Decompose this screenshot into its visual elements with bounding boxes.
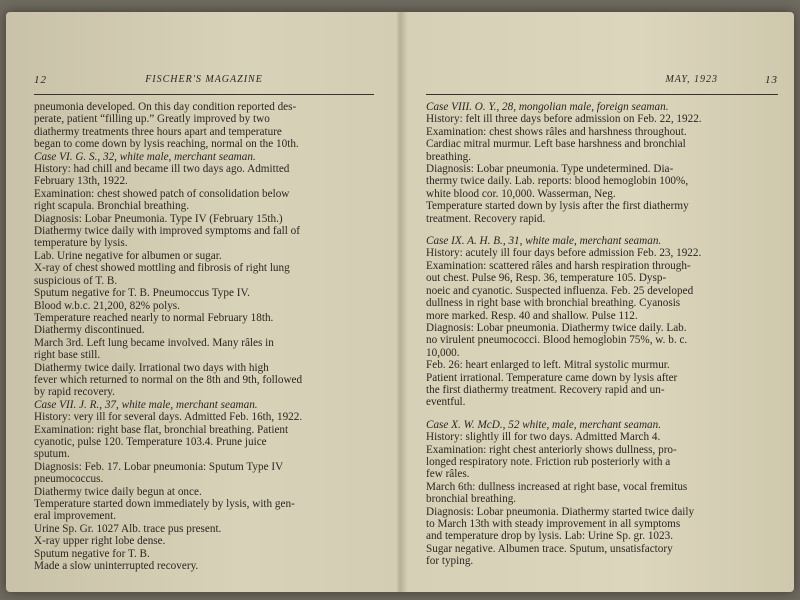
text-line: Examination: scattered râles and harsh respiration through- (426, 259, 691, 272)
text-line: Temperature reached nearly to normal February 18th. (34, 311, 274, 324)
left-running-head (34, 70, 374, 95)
text-line: and temperature drop by lysis. Lab: Urine Sp. gr. 1023. (426, 530, 674, 543)
text-line: bronchial breathing. (426, 493, 517, 506)
text-line: Examination: right base flat, bronchial breathing. Patient (34, 423, 289, 436)
text-line: no virulent pneumococci. Blood hemoglobin 75%, w. b. c. (426, 334, 688, 347)
running-title: FISCHER'S MAGAZINE (145, 74, 263, 85)
right-page-body (426, 101, 778, 568)
text-line: eventful. (426, 396, 466, 409)
left-page (34, 12, 374, 572)
text-line: Diathermy discontinued. (34, 324, 145, 337)
text-line: March 3rd. Left lung became involved. Many râles in (34, 336, 274, 349)
text-line: March 6th: dullness increased at right base, vocal fremitus (426, 480, 688, 493)
text-line: Urine Sp. Gr. 1027 Alb. trace pus present. (34, 522, 222, 535)
case-entry (426, 101, 778, 225)
text-line: Diathermy twice daily. Irrational two days with high (34, 361, 269, 374)
text-line: thermy twice daily. Lab. reports: blood hemoglobin 100%, (426, 175, 689, 188)
text-line: Sugar negative. Albumen trace. Sputum, unsatisfactory (426, 542, 673, 555)
text-line: Diagnosis: Lobar pneumonia. Diathermy started twice daily (426, 505, 695, 518)
magazine-spread (6, 12, 794, 592)
text-line: more marked. Resp. 40 and shallow. Pulse 112. (426, 309, 638, 322)
text-line: sputum. (34, 448, 70, 461)
text-line: Patient irrational. Temperature came down by lysis after (426, 371, 678, 384)
text-line: temperature by lysis. (34, 237, 128, 250)
text-line: History: slightly ill for two days. Admitted March 4. (426, 431, 661, 444)
text-line: began to come down by lysis reaching, normal on the 10th. (34, 138, 299, 151)
text-line: Diagnosis: Feb. 17. Lobar pneumonia: Sputum Type IV (34, 460, 284, 473)
text-line: Diagnosis: Lobar pneumonia. Type undetermined. Dia- (426, 163, 674, 176)
case-entry (426, 419, 778, 568)
text-line: fever which returned to normal on the 8th and 9th, followed (34, 373, 303, 386)
right-running-head (426, 70, 778, 95)
text-line: breathing. (426, 150, 472, 163)
text-line: pneumococcus. (34, 473, 104, 486)
running-title: MAY, 1923 (665, 74, 718, 85)
text-line: to March 13th with steady improvement in all symptoms (426, 518, 681, 530)
text-line: right scapula. Bronchial breathing. (34, 200, 190, 213)
text-line: longed respiratory note. Friction rub posteriorly with a (426, 455, 671, 468)
text-line: for typing. (426, 555, 474, 568)
text-line: Cardiac mitral murmur. Left base harshness and bronchial (426, 138, 686, 151)
text-line: X-ray upper right lobe dense. (34, 535, 166, 548)
left-page-body (34, 101, 374, 572)
right-page (426, 12, 778, 572)
text-line: Temperature started down immediately by lysis, with gen- (34, 498, 295, 510)
text-line: white blood cor. 10,000. Wasserman, Neg. (426, 187, 616, 200)
case-heading: Case IX. A. H. B., 31, white male, merchant seaman. (426, 235, 662, 248)
case-heading: Case VIII. O. Y., 28, mongolian male, foreign seaman. (426, 101, 669, 113)
text-line: History: had chill and became ill two days ago. Admitted (34, 163, 290, 176)
text-line: History: very ill for several days. Admitted Feb. 16th, 1922. (34, 411, 303, 424)
text-line: Sputum negative for T. B. (34, 547, 150, 560)
text-line: X-ray of chest showed mottling and fibrosis of right lung (34, 262, 290, 275)
text-line: Examination: chest showed patch of consolidation below (34, 187, 290, 200)
text-line: pneumonia developed. On this day condition reported des- (34, 101, 297, 113)
text-line: eral improvement. (34, 510, 117, 523)
text-line: right base still. (34, 349, 101, 362)
text-line: diathermy treatments three hours apart and temperature (34, 125, 282, 138)
text-line: Diagnosis: Lobar Pneumonia. Type IV (February 15th.) (34, 212, 283, 225)
text-line: History: felt ill three days before admission on Feb. 22, 1922. (426, 113, 702, 126)
text-line: 10,000. (426, 346, 460, 359)
case-heading: Case VII. J. R., 37, white male, merchant seaman. (34, 398, 258, 411)
text-line: out chest. Pulse 96, Resp. 36, temperature 105. Dysp- (426, 272, 667, 285)
text-line: Feb. 26: heart enlarged to left. Mitral systolic murmur. (426, 359, 670, 372)
case-heading: Case X. W. McD., 52 white, male, merchant seaman. (426, 418, 662, 431)
case-entry (426, 235, 778, 409)
text-line: few râles. (426, 468, 470, 481)
text-line: Sputum negative for T. B. Pneumoccus Type IV. (34, 287, 250, 300)
text-line: History: acutely ill four days before admission Feb. 23, 1922. (426, 247, 702, 260)
page-number: 12 (34, 74, 47, 86)
case-heading: Case VI. G. S., 32, white male, merchant seaman. (34, 150, 256, 163)
text-line: perate, patient “filling up.” Greatly improved by two (34, 113, 270, 126)
text-line: suspicious of T. B. (34, 274, 118, 287)
text-line: Made a slow uninterrupted recovery. (34, 560, 199, 572)
text-line: cyanotic, pulse 120. Temperature 103.4. Prune juice (34, 435, 267, 448)
text-line: Examination: right chest anteriorly shows dullness, pro- (426, 443, 677, 456)
text-line: Diathermy twice daily begun at once. (34, 485, 202, 498)
text-line: Diagnosis: Lobar pneumonia. Diathermy twice daily. Lab. (426, 321, 687, 334)
text-line: Examination: chest shows râles and harshness throughout. (426, 125, 687, 138)
text-line: February 13th, 1922. (34, 175, 128, 188)
text-line: Lab. Urine negative for albumen or sugar. (34, 249, 222, 262)
page-number: 13 (765, 74, 778, 86)
text-line: Blood w.b.c. 21,200, 82% polys. (34, 299, 180, 312)
text-line: the first diathermy treatment. Recovery rapid and un- (426, 383, 665, 396)
text-line: treatment. Recovery rapid. (426, 212, 546, 225)
text-line: by rapid recovery. (34, 386, 115, 399)
text-line: dullness in right base with bronchial breathing. Cyanosis (426, 297, 681, 310)
text-line: noeic and cyanotic. Suspected influenza. Feb. 25 developed (426, 284, 694, 297)
text-line: Diathermy twice daily with improved symptoms and fall of (34, 225, 300, 238)
text-line: Temperature started down by lysis after the first diathermy (426, 200, 689, 213)
